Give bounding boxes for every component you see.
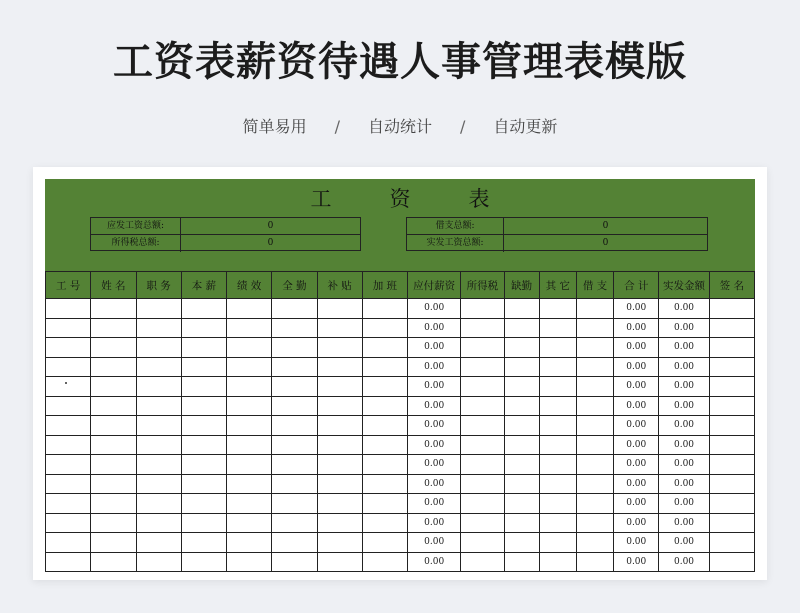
table-cell[interactable] [91,474,136,494]
table-cell[interactable] [91,338,136,358]
table-cell[interactable]: 0.00 [659,435,709,455]
table-cell[interactable] [91,513,136,533]
table-cell[interactable] [504,338,539,358]
table-cell[interactable]: 0.00 [659,318,709,338]
table-cell[interactable]: 0.00 [659,416,709,436]
table-cell[interactable] [317,396,362,416]
table-cell[interactable] [539,357,576,377]
column-header: 姓 名 [91,272,136,299]
table-cell[interactable] [46,552,91,572]
table-cell[interactable] [136,357,181,377]
summary-box-left [90,217,361,251]
table-row [46,494,755,514]
table-cell[interactable] [227,377,272,397]
table-cell[interactable]: 0.00 [408,357,461,377]
table-cell[interactable] [181,338,226,358]
table-cell[interactable] [317,318,362,338]
table-cell[interactable]: 0.00 [408,455,461,475]
table-cell[interactable] [317,435,362,455]
table-cell[interactable] [709,455,754,475]
table-row [46,377,755,397]
table-cell[interactable] [317,494,362,514]
table-cell[interactable] [181,299,226,319]
table-cell[interactable] [317,338,362,358]
table-cell[interactable] [576,435,613,455]
table-cell[interactable] [272,299,317,319]
summary-label: 实发工资总额: [407,235,504,252]
table-cell[interactable]: 0.00 [408,533,461,553]
table-cell[interactable] [91,455,136,475]
table-cell[interactable]: 0.00 [659,474,709,494]
table-cell[interactable] [539,396,576,416]
column-header: 工 号 [46,272,91,299]
table-cell[interactable] [317,513,362,533]
table-cell[interactable] [272,455,317,475]
table-cell[interactable]: 0.00 [659,338,709,358]
table-cell[interactable] [181,435,226,455]
table-cell[interactable] [46,299,91,319]
table-cell[interactable] [227,513,272,533]
feature-easy: 简单易用 [242,117,307,136]
page-title: 工资表薪资待遇人事管理表模版 [113,39,687,85]
column-header: 全 勤 [272,272,317,299]
table-cell[interactable]: 0.00 [614,474,659,494]
table-cell[interactable] [461,318,504,338]
summary-row-tax [91,235,360,252]
table-cell[interactable] [709,338,754,358]
table-cell[interactable] [272,494,317,514]
table-cell[interactable] [709,533,754,553]
table-cell[interactable] [504,513,539,533]
table-cell[interactable] [317,533,362,553]
table-cell[interactable] [181,552,226,572]
table-cell[interactable] [317,455,362,475]
salary-table [45,271,755,572]
table-cell[interactable] [136,474,181,494]
table-cell[interactable] [227,318,272,338]
sheet-title: 工资表 [310,187,548,211]
table-cell[interactable] [181,533,226,553]
table-cell[interactable] [576,416,613,436]
table-cell[interactable] [504,455,539,475]
table-row [46,455,755,475]
table-cell[interactable] [461,552,504,572]
table-cell[interactable]: 0.00 [614,396,659,416]
table-cell[interactable] [362,455,407,475]
table-cell[interactable] [227,533,272,553]
table-cell[interactable] [461,455,504,475]
table-cell[interactable] [504,377,539,397]
table-cell[interactable] [91,416,136,436]
table-cell[interactable] [272,513,317,533]
table-cell[interactable] [539,533,576,553]
table-cell[interactable] [317,357,362,377]
table-cell[interactable] [504,299,539,319]
table-cell[interactable] [539,474,576,494]
table-header-row [46,272,755,299]
table-cell[interactable]: 0.00 [408,435,461,455]
table-cell[interactable] [576,455,613,475]
table-cell[interactable] [362,533,407,553]
table-cell[interactable]: 0.00 [659,396,709,416]
table-cell[interactable] [136,299,181,319]
table-cell[interactable]: 0.00 [408,338,461,358]
table-cell[interactable] [272,474,317,494]
table-cell[interactable] [91,494,136,514]
table-cell[interactable] [539,455,576,475]
table-cell[interactable] [504,318,539,338]
table-cell[interactable] [227,299,272,319]
table-cell[interactable] [136,533,181,553]
table-cell[interactable]: 0.00 [614,357,659,377]
table-cell[interactable]: 0.00 [659,533,709,553]
table-cell[interactable] [272,435,317,455]
table-cell[interactable] [504,474,539,494]
spreadsheet-preview-card [33,167,767,580]
table-cell[interactable] [504,396,539,416]
feature-auto-update: 自动更新 [493,117,558,136]
table-cell[interactable] [576,396,613,416]
table-cell[interactable] [227,357,272,377]
table-cell[interactable]: 0.00 [614,338,659,358]
table-cell[interactable] [709,299,754,319]
table-cell[interactable] [136,377,181,397]
table-row [46,416,755,436]
table-cell[interactable] [136,513,181,533]
table-cell[interactable] [576,338,613,358]
column-header: 本 薪 [181,272,226,299]
table-cell[interactable] [709,377,754,397]
table-cell[interactable] [576,494,613,514]
table-cell[interactable]: 0.00 [659,299,709,319]
table-cell[interactable] [46,357,91,377]
table-cell[interactable] [272,416,317,436]
table-cell[interactable]: 0.00 [614,533,659,553]
table-cell[interactable] [539,494,576,514]
table-cell[interactable] [362,299,407,319]
column-header: 借 支 [576,272,613,299]
table-cell[interactable] [461,435,504,455]
table-cell[interactable] [709,552,754,572]
table-cell[interactable]: 0.00 [614,299,659,319]
summary-value: 0 [602,221,609,231]
table-row [46,474,755,494]
table-cell[interactable]: 0.00 [659,455,709,475]
table-cell[interactable] [461,299,504,319]
table-cell[interactable] [181,494,226,514]
table-cell[interactable]: 0.00 [408,299,461,319]
table-cell[interactable] [181,455,226,475]
summary-label: 所得税总额: [91,235,181,252]
table-cell[interactable] [136,416,181,436]
table-cell[interactable] [504,552,539,572]
summary-value: 0 [602,238,609,248]
table-cell[interactable] [46,318,91,338]
table-cell[interactable] [709,435,754,455]
table-body [46,299,755,572]
table-cell[interactable]: 0.00 [408,552,461,572]
table-cell[interactable] [181,318,226,338]
table-cell[interactable]: 0.00 [408,396,461,416]
table-cell[interactable] [91,435,136,455]
table-row [46,552,755,572]
table-cell[interactable]: 0.00 [408,513,461,533]
table-cell[interactable] [272,338,317,358]
table-cell[interactable] [317,299,362,319]
table-cell[interactable] [576,552,613,572]
table-cell[interactable] [227,552,272,572]
table-cell[interactable]: 0.00 [659,494,709,514]
table-row [46,338,755,358]
table-row [46,318,755,338]
table-cell[interactable] [46,494,91,514]
summary-label: 应发工资总额: [91,218,181,234]
table-cell[interactable]: 0.00 [659,377,709,397]
table-cell[interactable] [317,416,362,436]
table-cell[interactable] [362,396,407,416]
table-cell[interactable] [576,299,613,319]
table-cell[interactable] [136,552,181,572]
table-cell[interactable] [362,357,407,377]
table-cell[interactable] [91,299,136,319]
table-cell[interactable] [504,416,539,436]
column-header: 实发金额 [659,272,709,299]
table-cell[interactable] [91,318,136,338]
table-cell[interactable] [136,396,181,416]
table-cell[interactable] [181,416,226,436]
table-cell[interactable] [272,396,317,416]
table-cell[interactable] [504,494,539,514]
table-cell[interactable] [46,416,91,436]
table-cell[interactable] [181,357,226,377]
table-cell[interactable] [227,338,272,358]
table-cell[interactable] [317,377,362,397]
table-row [46,357,755,377]
separator: / [460,117,466,136]
table-cell[interactable] [362,318,407,338]
feature-line [0,114,800,137]
table-cell[interactable] [709,318,754,338]
table-cell[interactable] [504,533,539,553]
summary-label: 借支总额: [407,218,504,234]
summary-row-advance [407,218,707,235]
table-row [46,513,755,533]
table-cell[interactable] [539,377,576,397]
table-cell[interactable] [362,338,407,358]
table-cell[interactable] [46,533,91,553]
table-cell[interactable] [181,513,226,533]
table-cell[interactable] [461,338,504,358]
table-cell[interactable]: 0.00 [408,474,461,494]
table-cell[interactable] [272,377,317,397]
table-cell[interactable]: 0.00 [614,552,659,572]
column-header: 加 班 [362,272,407,299]
table-cell[interactable] [91,377,136,397]
table-cell[interactable] [362,377,407,397]
table-cell[interactable] [461,513,504,533]
table-cell[interactable] [91,552,136,572]
table-cell[interactable] [576,318,613,338]
table-cell[interactable]: 0.00 [408,377,461,397]
table-cell[interactable] [362,513,407,533]
table-cell[interactable] [136,435,181,455]
table-cell[interactable]: 0.00 [408,416,461,436]
summary-value: 0 [267,221,274,231]
table-cell[interactable]: 0.00 [614,494,659,514]
table-cell[interactable] [272,533,317,553]
column-header: 签 名 [709,272,754,299]
table-row [46,435,755,455]
table-cell[interactable] [227,435,272,455]
column-header: 补 贴 [317,272,362,299]
table-cell[interactable]: 0.00 [614,416,659,436]
table-cell[interactable] [46,377,91,397]
table-cell[interactable] [227,416,272,436]
table-cell[interactable] [461,377,504,397]
summary-value: 0 [267,238,274,248]
summary-row-net [407,235,707,252]
salary-sheet [45,179,755,580]
table-cell[interactable] [539,416,576,436]
column-header: 其 它 [539,272,576,299]
table-cell[interactable] [227,455,272,475]
table-cell[interactable] [461,533,504,553]
table-cell[interactable]: 0.00 [408,318,461,338]
table-cell[interactable] [539,513,576,533]
table-cell[interactable] [539,299,576,319]
table-cell[interactable] [576,513,613,533]
summary-box-right [406,217,708,251]
stray-dot [65,382,67,384]
table-cell[interactable] [91,533,136,553]
table-cell[interactable] [709,474,754,494]
table-cell[interactable] [461,396,504,416]
table-cell[interactable] [539,435,576,455]
table-row [46,396,755,416]
table-row [46,299,755,319]
table-cell[interactable] [461,474,504,494]
table-cell[interactable]: 0.00 [614,377,659,397]
table-cell[interactable] [576,357,613,377]
table-cell[interactable] [709,513,754,533]
column-header: 所得税 [461,272,504,299]
table-cell[interactable]: 0.00 [614,318,659,338]
table-cell[interactable] [317,552,362,572]
table-cell[interactable] [576,377,613,397]
column-header: 缺勤 [504,272,539,299]
table-cell[interactable] [504,357,539,377]
table-cell[interactable] [227,494,272,514]
table-cell[interactable] [272,318,317,338]
table-cell[interactable] [181,474,226,494]
table-cell[interactable] [362,416,407,436]
table-cell[interactable] [227,474,272,494]
column-header: 绩 效 [227,272,272,299]
table-cell[interactable] [46,513,91,533]
column-header: 应付薪资 [408,272,461,299]
feature-auto-stats: 自动统计 [367,117,432,136]
table-cell[interactable]: 0.00 [614,513,659,533]
table-cell[interactable] [136,338,181,358]
table-cell[interactable]: 0.00 [408,494,461,514]
table-cell[interactable] [136,318,181,338]
table-cell[interactable] [362,474,407,494]
table-cell[interactable]: 0.00 [614,435,659,455]
table-cell[interactable] [272,552,317,572]
table-cell[interactable] [461,416,504,436]
table-cell[interactable] [136,494,181,514]
separator: / [334,117,340,136]
table-cell[interactable] [272,357,317,377]
table-cell[interactable]: 0.00 [659,513,709,533]
table-cell[interactable] [539,318,576,338]
table-cell[interactable] [362,435,407,455]
table-cell[interactable]: 0.00 [614,455,659,475]
table-cell[interactable] [136,455,181,475]
table-cell[interactable] [576,533,613,553]
table-cell[interactable] [576,474,613,494]
table-cell[interactable] [181,377,226,397]
column-header: 合 计 [614,272,659,299]
table-cell[interactable] [46,435,91,455]
table-cell[interactable]: 0.00 [659,357,709,377]
table-cell[interactable] [181,396,226,416]
table-row [46,533,755,553]
table-cell[interactable] [709,357,754,377]
table-cell[interactable] [709,396,754,416]
table-cell[interactable] [709,416,754,436]
table-cell[interactable]: 0.00 [659,552,709,572]
table-cell[interactable] [539,552,576,572]
table-cell[interactable] [317,474,362,494]
table-cell[interactable] [362,494,407,514]
table-cell[interactable] [46,338,91,358]
table-cell[interactable] [227,396,272,416]
table-cell[interactable] [91,357,136,377]
table-cell[interactable] [539,338,576,358]
table-cell[interactable] [46,474,91,494]
table-cell[interactable] [504,435,539,455]
summary-row-gross [91,218,360,235]
table-cell[interactable] [461,357,504,377]
table-cell[interactable] [46,396,91,416]
table-cell[interactable] [46,455,91,475]
column-header: 职 务 [136,272,181,299]
table-cell[interactable] [91,396,136,416]
table-cell[interactable] [362,552,407,572]
table-cell[interactable] [709,494,754,514]
table-cell[interactable] [461,494,504,514]
